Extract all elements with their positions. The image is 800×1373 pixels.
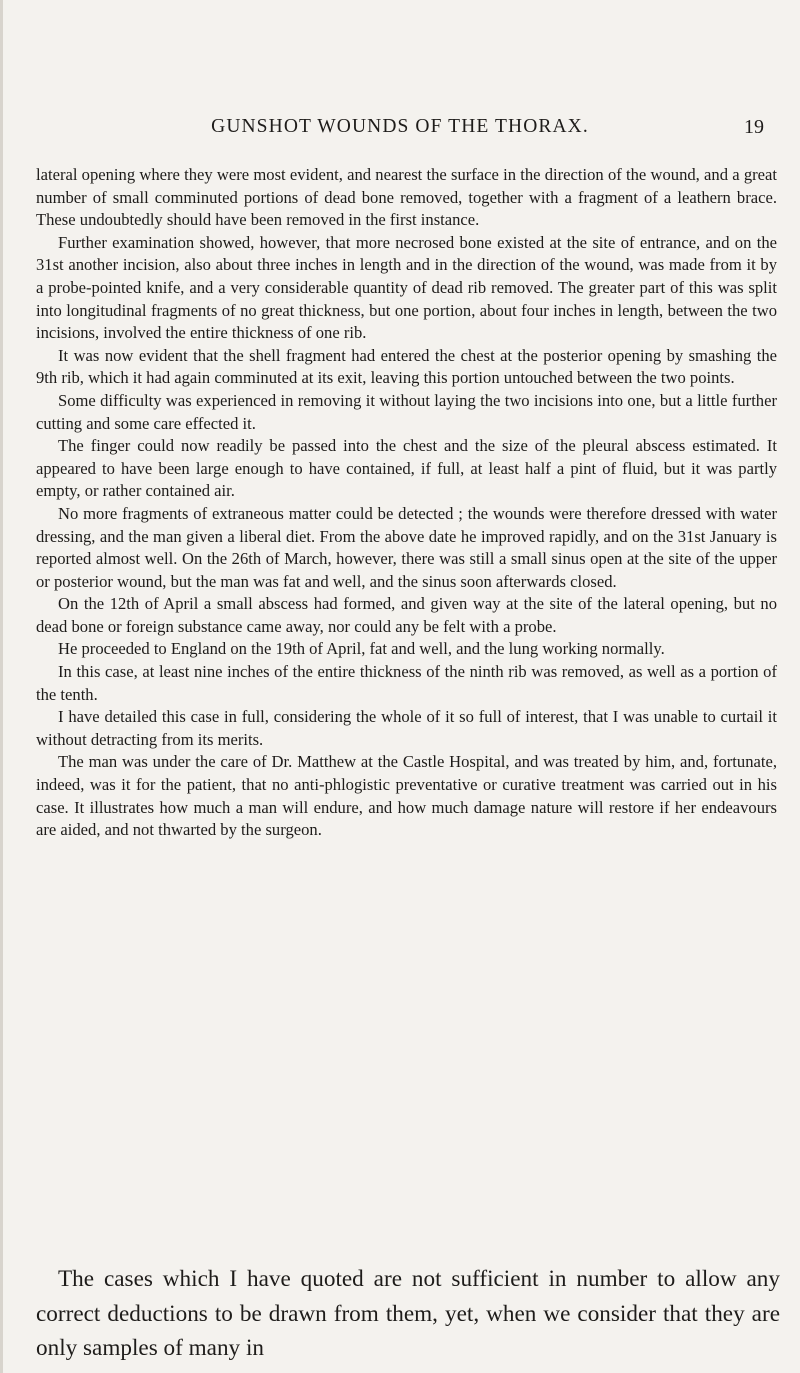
body-text <box>36 164 777 842</box>
page-number: 19 <box>744 116 764 138</box>
running-title: GUNSHOT WOUNDS OF THE THORAX. <box>211 116 589 137</box>
paragraph: On the 12th of April a small abscess had formed, and given way at the site of the lateral opening, but no dead bone or foreign substance came away, nor could any be felt with a probe. <box>36 594 777 636</box>
paragraph: Further examination showed, however, that more necrosed bone existed at the site of entrance, and on the 31st another incision, also about three inches in length and in the direction of the wound, was made from it by a probe-pointed knife, and a very considerable quantity of dead rib removed. The greater part of this was split into longitudinal fragments of no great thickness, but one portion, about four inches in length, between the two incisions, involved the entire thickness of one rib. <box>36 232 777 343</box>
page-header <box>0 112 800 142</box>
paragraph: The finger could now readily be passed into the chest and the size of the pleural abscess estimated. It appeared to have been large enough to have contained, if full, at least half a pint of fluid, but it was partly empty, or rather contained air. <box>36 436 777 501</box>
paragraph-continued: lateral opening where they were most evident, and nearest the surface in the direction of the wound, and a great number of small comminuted portions of dead bone removed, together with a fragment of a leathern brace. These undoubtedly should have been removed in the first instance. <box>36 165 777 230</box>
large-type-section <box>36 1262 780 1366</box>
paragraph: The man was under the care of Dr. Matthew at the Castle Hospital, and was treated by him, and, fortunate, indeed, was it for the patient, that no anti-phlogistic preventative or curative treatment was carried out in his case. It illustrates how much a man will endure, and how much damage nature will restore if her endeavours are aided, and not thwarted by the surgeon. <box>36 752 777 840</box>
paragraph: He proceeded to England on the 19th of April, fat and well, and the lung working normally. <box>58 639 665 659</box>
page-edge-shadow <box>0 0 3 1373</box>
paragraph: Some difficulty was experienced in removing it without laying the two incisions into one, but a little further cutting and some care effected it. <box>36 390 777 433</box>
paragraph: No more fragments of extraneous matter could be detected ; the wounds were therefore dressed with water dressing, and the man given a liberal diet. From the above date he improved rapidly, and on the 31st January is reported almost well. On the 26th of March, however, there was still a small sinus open at the site of the upper or posterior wound, but the man was fat and well, and the sinus soon afterwards closed. <box>36 503 777 591</box>
paragraph: I have detailed this case in full, considering the whole of it so full of interest, that I was unable to curtail it without detracting from its merits. <box>36 707 777 749</box>
paragraph: It was now evident that the shell fragment had entered the chest at the posterior opening by smashing the 9th rib, which it had again comminuted at its exit, leaving this portion untouched between the two points. <box>36 345 777 388</box>
large-paragraph: The cases which I have quoted are not sufficient in number to allow any correct deductions to be drawn from them, yet, when we consider that they are only samples of many in <box>36 1266 780 1361</box>
paragraph: In this case, at least nine inches of the entire thickness of the ninth rib was removed, as well as a portion of the tenth. <box>36 662 777 704</box>
